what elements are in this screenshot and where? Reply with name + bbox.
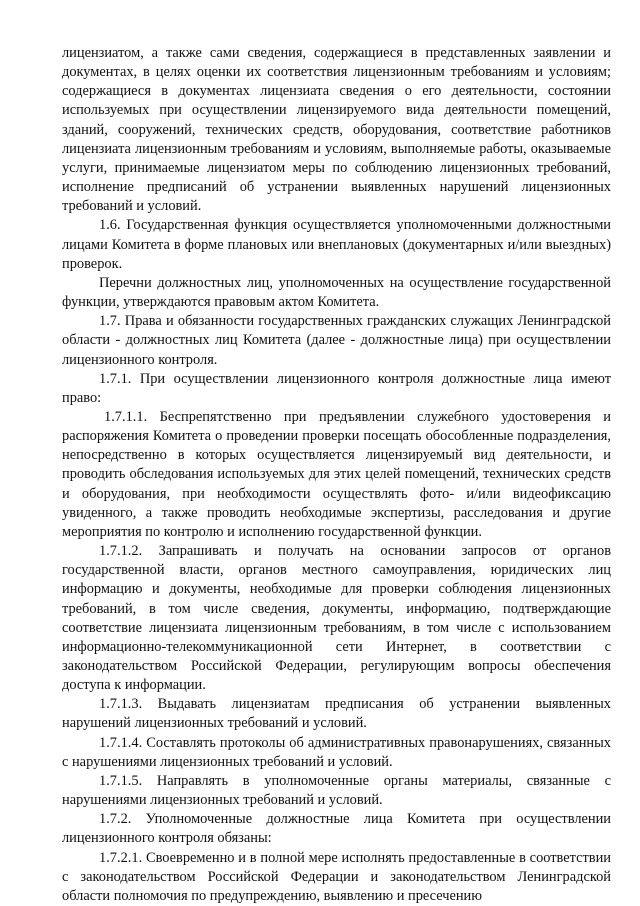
paragraph-1-7-1-2: 1.7.1.2. Запрашивать и получать на основании запросов от органов государственной власти, органов местного самоуправления, юридических лиц информацию и документы, необходимые для проверки соблюдения лицензионных требований, в том числе сведения, документы, информацию, подтверждающие соответствие лицензиата лицензионным требованиям, в том числе с использованием информационно-телекоммуникационной сети Интернет, в соответствии с законодательством Российской Федерации, регулирующим вопросы обеспечения доступа к информации. (62, 543, 611, 694)
paragraph-1-7: 1.7. Права и обязанности государственных гражданских служащих Ленинградской области - должностных лиц Комитета (далее - должностные лица) при осуществлении лицензионного контроля. (62, 313, 611, 368)
paragraph-1-7-1-5: 1.7.1.5. Направлять в уполномоченные органы материалы, связанные с нарушениями лицензионных требований и условий. (62, 772, 611, 809)
paragraph-1-7-1-4: 1.7.1.4. Составлять протоколы об административных правонарушениях, связанных с нарушениями лицензионных требований и условий. (62, 734, 611, 770)
paragraph-1-7-2-1: 1.7.2.1. Своевременно и в полной мере исполнять предоставленные в соответствии с законодательством Российской Федерации и законодательством Ленинградской области полномочия по предупреждению, выявлению и пресечению (62, 849, 611, 904)
paragraph-1-7-1-3: 1.7.1.3. Выдавать лицензиатам предписания об устранении выявленных нарушений лицензионных требований и условий. (62, 696, 611, 732)
paragraph-1-7-1-1: 1.7.1.1. Беспрепятственно при предъявлении служебного удостоверения и распоряжения Комитета о проведении проверки посещать обособленные подразделения, непосредственно в которых осуществляется лицензируемый вид деятельности, и проводить обследования используемых для этих целей помещений, технических средств и оборудования, при необходимости осуществлять фото- и/или видеофиксацию увиденного, а также проводить необходимые экспертизы, расследования и другие мероприятия по контролю и исполнению государственной функции. (62, 408, 611, 540)
paragraph-continuation: лицензиатом, а также сами сведения, содержащиеся в представленных заявлении и документах, в целях оценки их соответствия лицензионным требованиям и условиям; содержащиеся в документах лицензиата сведения о его деятельности, состоянии используемых при осуществлении лицензируемого вида деятельности помещений, зданий, сооружений, технических средств, оборудования, соответствие работников лицензиата лицензионным требованиям и условиям, выполняемые работы, оказываемые услуги, принимаемые лицензиатом меры по соблюдению лицензионных требований, исполнение предписаний об устранении выявленных нарушений лицензионных требований и условий. (62, 45, 611, 215)
paragraph-1-7-2: 1.7.2. Уполномоченные должностные лица Комитета при осуществлении лицензионного контроля обязаны: (62, 811, 611, 847)
paragraph-1-6: 1.6. Государственная функция осуществляется уполномоченными должностными лицами Комитета в форме плановых или внеплановых (документарных и/или выездных) проверок. (62, 217, 611, 272)
paragraph-1-7-1: 1.7.1. При осуществлении лицензионного контроля должностные лица имеют право: (62, 370, 611, 406)
paragraph-officials-lists: Перечни должностных лиц, уполномоченных на осуществление государственной функции, утверждаются правовым актом Комитета. (62, 274, 611, 311)
document-page (62, 44, 611, 906)
